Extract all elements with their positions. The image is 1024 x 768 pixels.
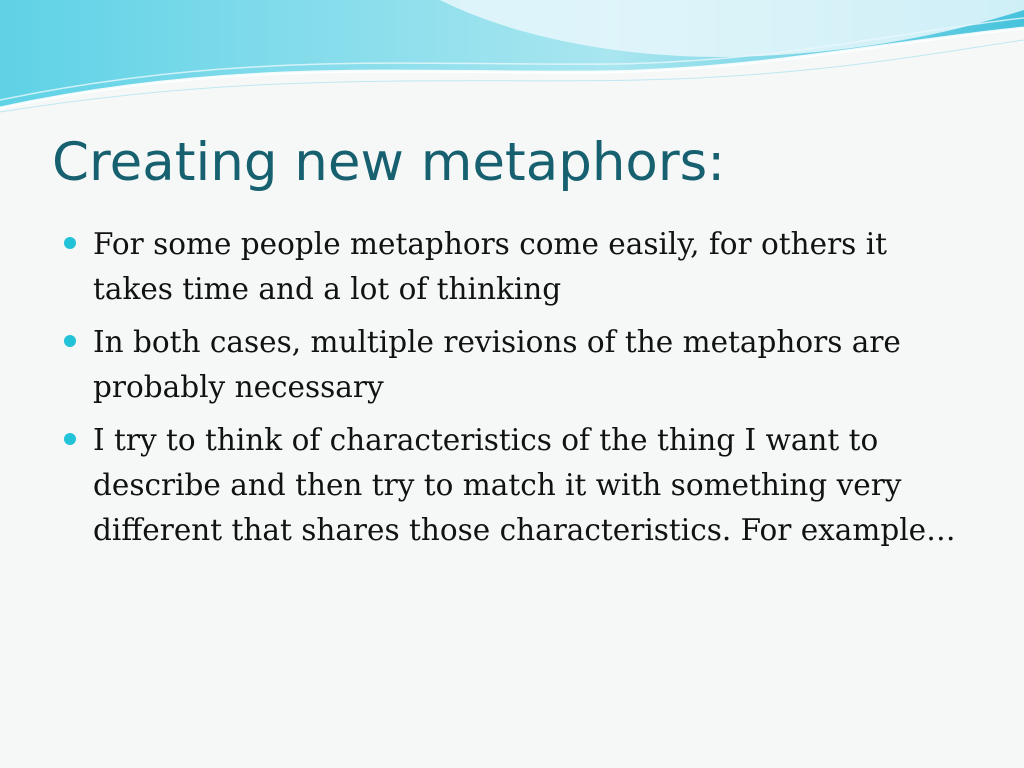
bullet-dot-icon xyxy=(64,237,76,249)
bullet-item xyxy=(62,418,962,553)
bullet-text: I try to think of characteristics of the thing I want to describe and then try to match it with something very different that shares those characteristics. For example… xyxy=(93,423,956,547)
bullet-dot-icon xyxy=(64,335,76,347)
bullet-item xyxy=(62,222,962,312)
bullet-item xyxy=(62,320,962,410)
bullet-dot-icon xyxy=(64,433,76,445)
bullet-text: For some people metaphors come easily, for others it takes time and a lot of thinking xyxy=(93,227,887,306)
bullet-text: In both cases, multiple revisions of the metaphors are probably necessary xyxy=(93,325,901,404)
bullet-list xyxy=(62,222,962,561)
decorative-wave-header xyxy=(0,0,1024,130)
slide-title: Creating new metaphors: xyxy=(52,132,726,193)
